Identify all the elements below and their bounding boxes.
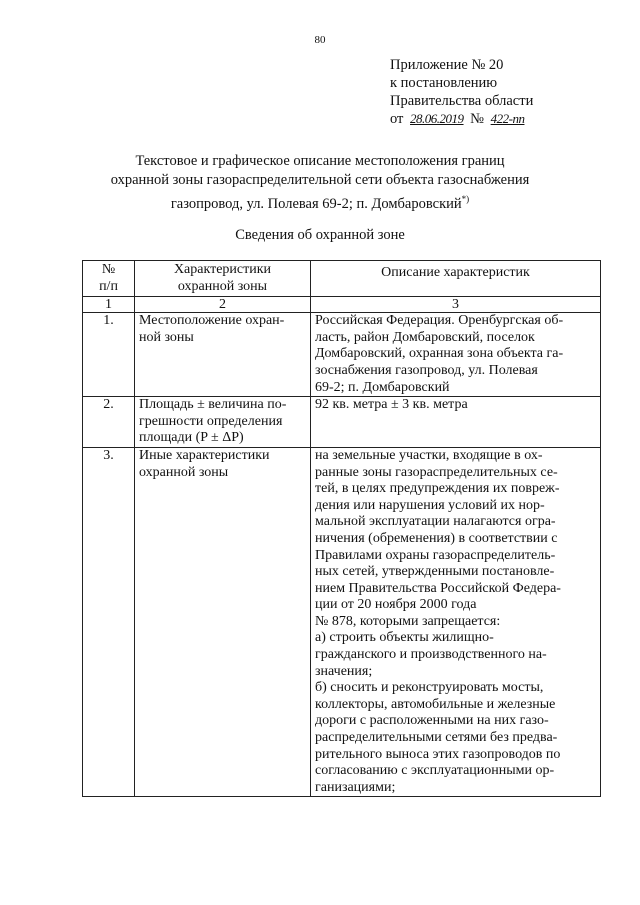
title-line: охранной зоны газораспределительной сети объекта газоснабжения <box>110 172 530 188</box>
number-label: № <box>470 111 484 127</box>
description-line: ганизациями; <box>315 779 396 795</box>
characteristic-line: Площадь ± величина по- <box>139 397 287 413</box>
description-line: мальной эксплуатации налагаются огра- <box>315 514 556 530</box>
from-label: от <box>390 111 404 127</box>
appendix-title: Приложение № 20 <box>390 57 504 73</box>
header-num: № п/п <box>83 261 135 297</box>
description-line: распределительными сетями без предва- <box>315 730 558 746</box>
description-line: ранные зоны газораспределительных се- <box>315 464 558 480</box>
description-line: Российская Федерация. Оренбургская об- <box>315 313 564 329</box>
section-subtitle: Сведения об охранной зоне <box>235 227 405 243</box>
row-characteristic <box>135 447 311 796</box>
handwritten-date: 28.06.2019 <box>410 111 464 126</box>
description-line: Правилами охраны газораспределитель- <box>315 547 556 563</box>
table-header-row <box>83 261 601 297</box>
description-line: тей, в целях предупреждения их повреж- <box>315 481 560 497</box>
handwritten-number: 422-пп <box>490 111 525 126</box>
appendix-date-line <box>390 110 533 128</box>
characteristic-line: ной зоны <box>139 329 194 345</box>
page-number: 80 <box>314 34 326 46</box>
row-description <box>311 447 601 796</box>
appendix-block <box>390 56 533 128</box>
description-line: ции от 20 ноября 2000 года <box>315 597 477 613</box>
row-description <box>311 313 601 397</box>
protection-zone-table <box>82 260 601 797</box>
title-line: Текстовое и графическое описание местоположения границ <box>135 153 505 169</box>
column-number: 1 <box>83 297 135 313</box>
row-characteristic <box>135 313 311 397</box>
appendix-government-label: Правительства области <box>390 93 534 109</box>
description-line: б) сносить и реконструировать мосты, <box>315 680 544 696</box>
description-line: дороги с расположенными на них газо- <box>315 713 549 729</box>
description-line: 92 кв. метра ± 3 кв. метра <box>315 397 468 413</box>
characteristic-line: охранной зоны <box>139 464 229 480</box>
title-line: газопровод, ул. Полевая 69-2; п. Домбаровский*) <box>170 194 470 212</box>
description-line: ласть, район Домбаровский, поселок <box>315 329 535 345</box>
description-line: нием Правительства Российской Федера- <box>315 580 561 596</box>
characteristic-line: Иные характеристики <box>139 447 270 463</box>
table-row <box>83 447 601 796</box>
header-characteristics: Характеристики охранной зоны <box>135 261 311 297</box>
description-line: на земельные участки, входящие в ох- <box>315 447 543 463</box>
description-line: Домбаровский, охранная зона объекта га- <box>315 346 564 362</box>
description-line: ных сетей, утвержденными постановле- <box>315 564 555 580</box>
row-number: 1. <box>83 313 135 397</box>
description-line: а) строить объекты жилищно- <box>315 630 494 646</box>
row-description <box>311 397 601 448</box>
table-row <box>83 397 601 448</box>
column-number: 3 <box>311 297 601 313</box>
description-line: согласованию с эксплуатационными ор- <box>315 763 555 779</box>
description-line: гражданского и производственного на- <box>315 647 547 663</box>
column-number: 2 <box>135 297 311 313</box>
description-line: коллекторы, автомобильные и железные <box>315 696 556 712</box>
description-line: дения или нарушения условий их нор- <box>315 497 545 513</box>
characteristic-line: грешности определения <box>139 413 283 429</box>
appendix-resolution-label: к постановлению <box>390 75 498 91</box>
description-line: значения; <box>315 663 373 679</box>
row-number: 2. <box>83 397 135 448</box>
description-line: 69-2; п. Домбаровский <box>315 379 450 395</box>
characteristic-line: Местоположение охран- <box>139 313 285 329</box>
description-line: рительного выноса этих газопроводов по <box>315 746 561 762</box>
table-row <box>83 313 601 397</box>
row-characteristic <box>135 397 311 448</box>
characteristic-line: площади (P ± ΔP) <box>139 430 244 446</box>
header-description: Описание характеристик <box>311 261 601 297</box>
description-line: № 878, которыми запрещается: <box>315 613 501 629</box>
description-line: ничения (обременения) в соответствии с <box>315 530 558 546</box>
document-title <box>100 152 540 214</box>
column-number-row <box>83 297 601 313</box>
description-line: зоснабжения газопровод, ул. Полевая <box>315 362 538 378</box>
row-number: 3. <box>83 447 135 796</box>
footnote-mark: *) <box>461 194 470 204</box>
